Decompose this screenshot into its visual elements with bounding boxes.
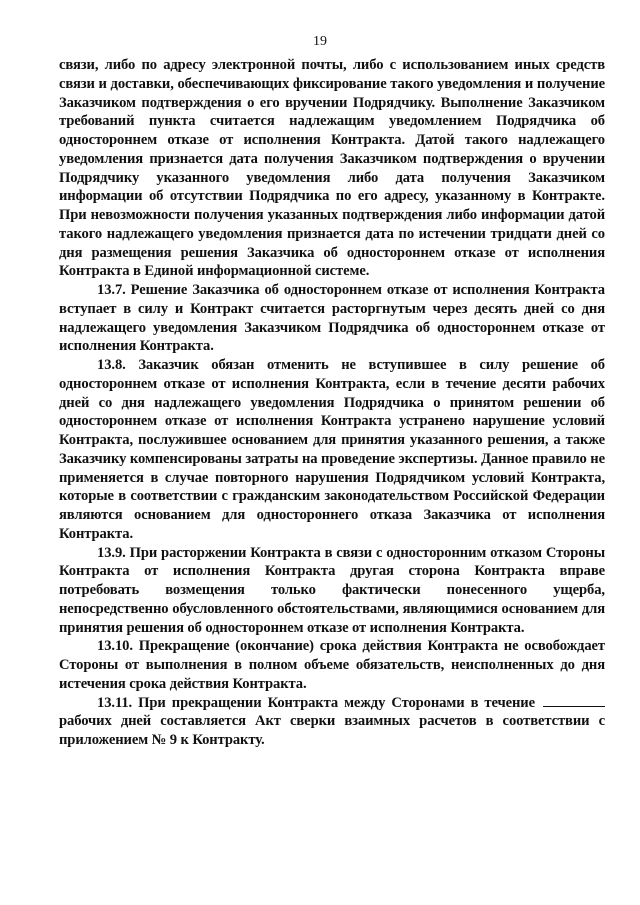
paragraph-13-7: 13.7. Решение Заказчика об одностороннем отказе от исполнения Контракта вступает в силу и Контракт считается расторгнутым через десять дней со дня надлежащего уведомления Заказчиком Подрядчика об одностороннем отказе от исполнения Контракта. xyxy=(59,282,605,355)
blank-fill-line xyxy=(543,694,605,707)
page-number: 19 xyxy=(313,34,327,49)
document-body xyxy=(59,56,605,750)
paragraph-13-11-start: 13.11. При прекращении Контракта между Сторонами в течение xyxy=(97,694,535,711)
paragraph-13-9: 13.9. При расторжении Контракта в связи с односторонним отказом Стороны Контракта от исполнения Контракта другая сторона Контракта вправе потребовать возмещения только фактически понесенного ущерба, непосредственно обусловленного обстоятельствами, являющимися основанием для принятия решения об одностороннем отказе от исполнения Контракта. xyxy=(59,544,605,636)
paragraph-13-8: 13.8. Заказчик обязан отменить не вступившее в силу решение об одностороннем отказе от исполнения Контракта, если в течение десяти рабочих дней со дня надлежащего уведомления Подрядчика о принятом решении об одностороннем отказе от исполнения Контракта устранено нарушение условий Контракта, послужившее основанием для принятия указанного решения, а также Заказчику компенсированы затраты на проведение экспертизы. Данное правило не применяется в случае повторного нарушения Подрядчиком условий Контракта, которые в соответствии с гражданским законодательством Российской Федерации являются основанием для одностороннего отказа Заказчика от исполнения Контракта. xyxy=(59,357,605,542)
paragraph-13-10: 13.10. Прекращение (окончание) срока действия Контракта не освобождает Стороны от выполнения в полном объеме обязательств, неисполненных до дня истечения срока действия Контракта. xyxy=(59,638,605,692)
paragraph-13-11 xyxy=(59,694,605,750)
paragraph-13-11-end: рабочих дней составляется Акт сверки взаимных расчетов в соответствии с приложением № 9 к Контракту. xyxy=(59,713,605,748)
paragraph-continuation: связи, либо по адресу электронной почты, либо с использованием иных средств связи и доставки, обеспечивающих фиксирование такого уведомления и получение Заказчиком подтверждения о его вручении Подрядчику. Выполнение Заказчиком требований пункта считается надлежащим уведомлением Подрядчика об одностороннем отказе от исполнения Контракта. Датой такого надлежащего уведомления признается дата получения Заказчиком подтверждения о вручении Подрядчику указанного уведомления либо дата получения Заказчиком информации об отсутствии Подрядчика по его адресу, указанному в Контракте. При невозможности получения указанных подтверждения либо информации датой такого надлежащего уведомления признается дата по истечении тридцати дней со дня размещения решения Заказчика об одностороннем отказе от исполнения Контракта в Единой информационной системе. xyxy=(59,57,605,280)
